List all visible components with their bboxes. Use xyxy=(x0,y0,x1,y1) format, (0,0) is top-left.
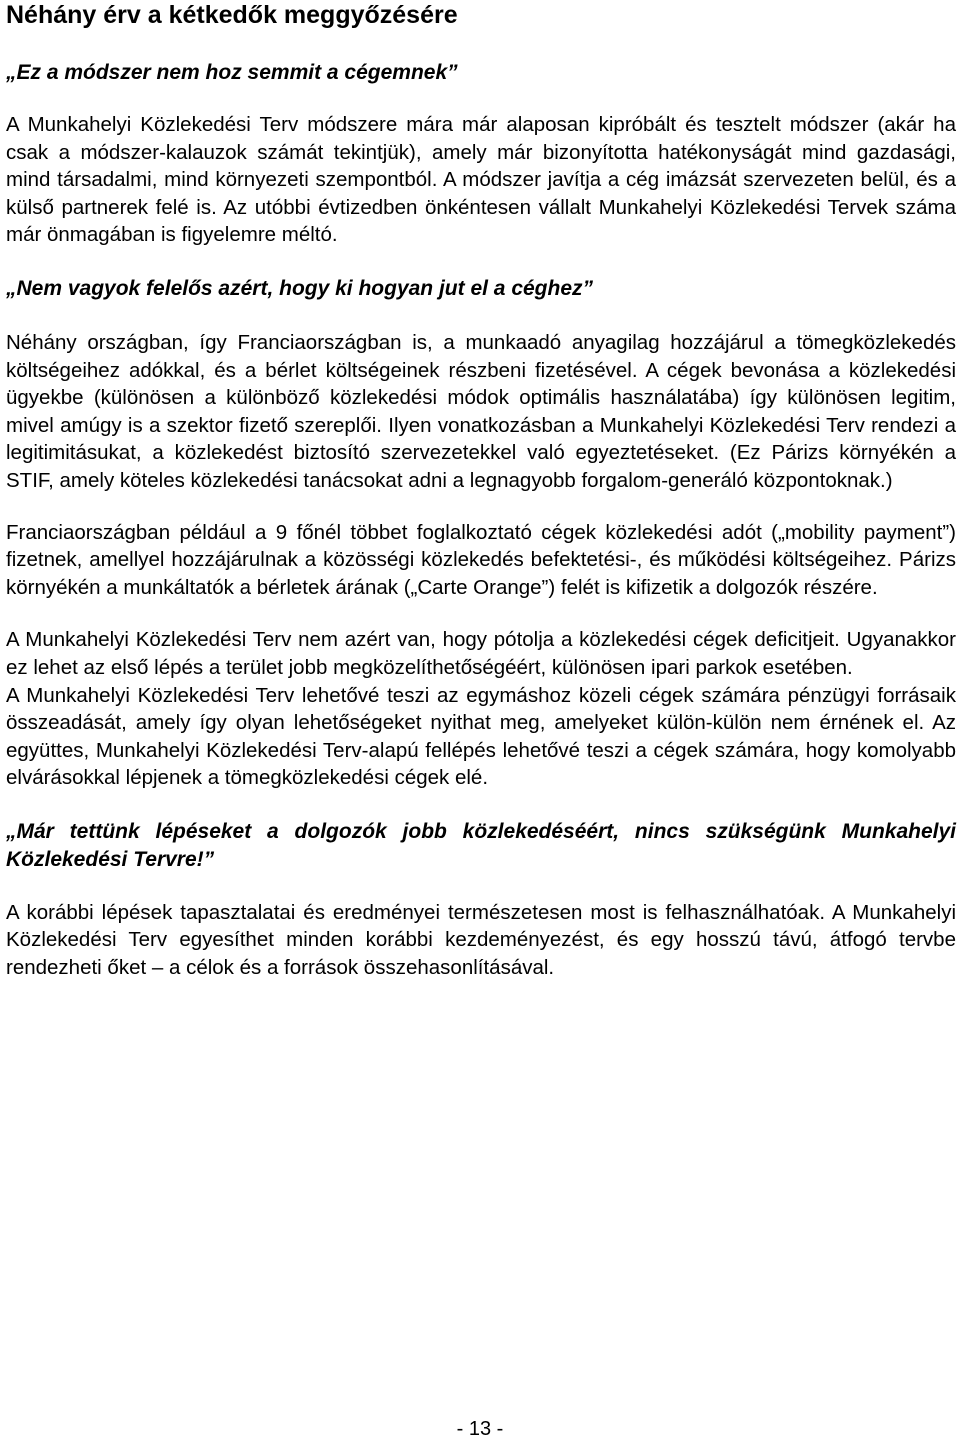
section-1-paragraph-1: A Munkahelyi Közlekedési Terv módszere mára már alaposan kipróbált és tesztelt módszer (akár ha csak a módszer-kalauzok számát tekintjük), amely már bizonyította hatékonyságát mind gazdasági, mind társadalmi, mind környezeti szempontból. A módszer javítja a cég imázsát szervezeten belül, és a külső partnerek felé is. Az utóbbi évtizedben önkéntesen vállalt Munkahelyi Közlekedési Tervek száma már önmagában is figyelemre méltó. xyxy=(6,113,956,247)
page-number: - 13 - xyxy=(456,1418,504,1440)
section-heading-2: „Nem vagyok felelős azért, hogy ki hogyan jut el a céghez” xyxy=(6,276,594,300)
section-3-paragraph-1: A korábbi lépések tapasztalatai és eredményei természetesen most is felhasználhatóak. A Munkahelyi Közlekedési Terv egyesíthet minden korábbi kezdeményezést, és egy hosszú távú, átfogó tervbe rendezheti őket – a célok és a források összehasonlításával. xyxy=(6,900,956,980)
section-2-paragraph-1: Néhány országban, így Franciaországban is, a munkaadó anyagilag hozzájárul a tömegközlekedés költségeihez adókkal, és a bérlet költségeinek részbeni fizetésével. A cégek bevonása a közlekedési ügyekbe (különösen a különböző közlekedési módok optimális használatába) így különösen legitim, mivel amúgy is a szektor fizető szereplői. Ilyen vonatkozásban a Munkahelyi Közlekedési Terv rendezi a legitimitásukat, a közlekedést biztosító szervezetekkel való egyeztetéseket. (Ez Párizs környékén a STIF, amely köteles közlekedési tanácsokat adni a legnagyobb forgalom-generáló központoknak.) xyxy=(6,330,956,492)
page-title: Néhány érv a kétkedők meggyőzésére xyxy=(6,1,458,29)
section-2-paragraph-2: Franciaországban például a 9 főnél többet foglalkoztató cégek közlekedési adót („mobility payment”) fizetnek, amellyel hozzájárulnak a közösségi közlekedés befektetési-, és működési költségeihez. Párizs környékén a munkáltatók a bérletek árának („Carte Orange”) felét is kifizetik a dolgozók részére. xyxy=(6,520,956,599)
document-page xyxy=(6,0,956,982)
section-heading-1: „Ez a módszer nem hoz semmit a cégemnek” xyxy=(6,61,458,84)
section-2-paragraph-3: A Munkahelyi Közlekedési Terv nem azért van, hogy pótolja a közlekedési cégek deficitjeit. Ugyanakkor ez lehet az első lépés a terület jobb megközelíthetőségéért, különösen ipari parkok esetében. xyxy=(6,628,956,679)
section-heading-3: „Már tettünk lépéseket a dolgozók jobb közlekedéséért, nincs szükségünk Munkahelyi Közlekedési Tervre!” xyxy=(6,819,956,871)
section-2-paragraph-4: A Munkahelyi Közlekedési Terv lehetővé teszi az egymáshoz közeli cégek számára pénzügyi forrásaik összeadását, amely így olyan lehetőségeket nyithat meg, amelyeket külön-külön nem érnének el. Az együttes, Munkahelyi Közlekedési Terv-alapú fellépés lehetővé teszi a cégek számára, hogy komolyabb elvárásokkal lépjenek a tömegközlekedési cégek elé. xyxy=(6,683,956,790)
